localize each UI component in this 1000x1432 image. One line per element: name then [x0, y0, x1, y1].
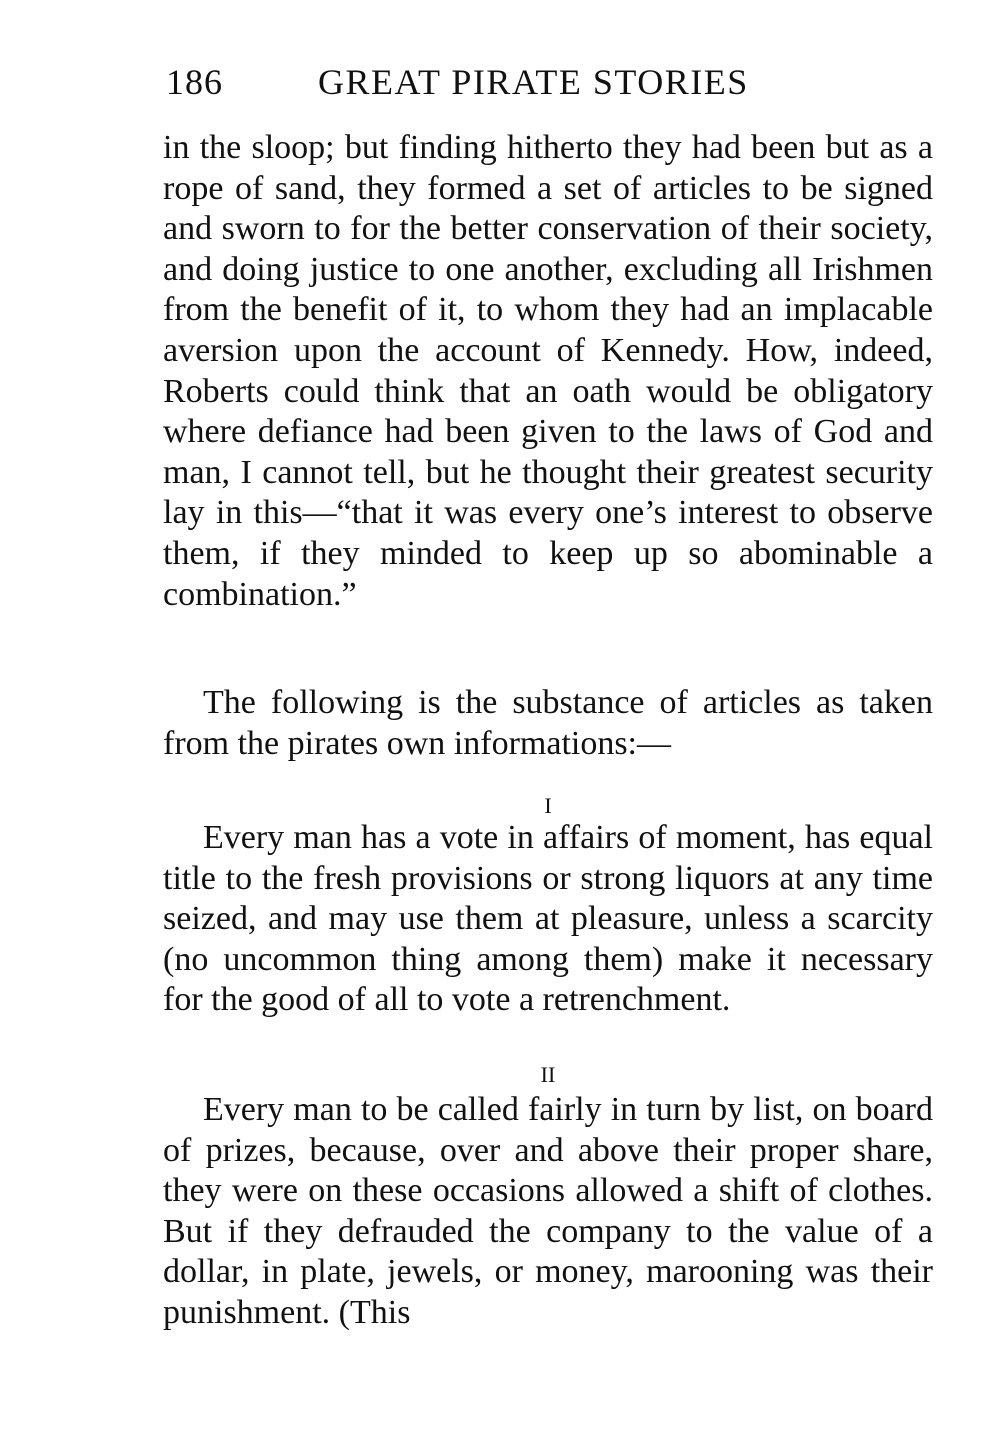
article-numeral: I — [544, 793, 552, 818]
article-text: Every man to be called fairly in turn by list, on board of prizes, because, over and above their proper share, they were on these occasions allowed a shift of clothes. But if they defrauded the company to the value of a dollar, in plate, jewels, or money, marooning was their punishment. (This — [163, 1091, 933, 1331]
book-title: GREAT PIRATE STORIES — [318, 62, 749, 102]
article-numeral: II — [540, 1062, 556, 1087]
body-paragraph: in the sloop; but finding hitherto they had been but as a rope of sand, they formed a set of articles to be signed and sworn to for the better conservation of their society, and doing justice to one another, excluding all Irishmen from the benefit of it, to whom they had an implacable aversion upon the account of Kennedy. How, indeed, Roberts could think that an oath would be obligatory where defiance had been given to the laws of God and man, I cannot tell, but he thought their greatest security lay in this—“that it was every one’s interest to observe them, if they minded to keep up so abominable a combination.” — [163, 129, 933, 613]
page-number: 186 — [166, 62, 223, 102]
article-text: Every man has a vote in affairs of moment, has equal title to the fresh provisions or strong liquors at any time seized, and may use them at pleasure, unless a scarcity (no uncommon thing among them) make it necessary for the good of all to vote a retrenchment. — [163, 819, 933, 1019]
articles-intro-paragraph: The following is the substance of articles as taken from the pirates own informations:— — [163, 684, 933, 762]
running-head — [166, 58, 946, 106]
